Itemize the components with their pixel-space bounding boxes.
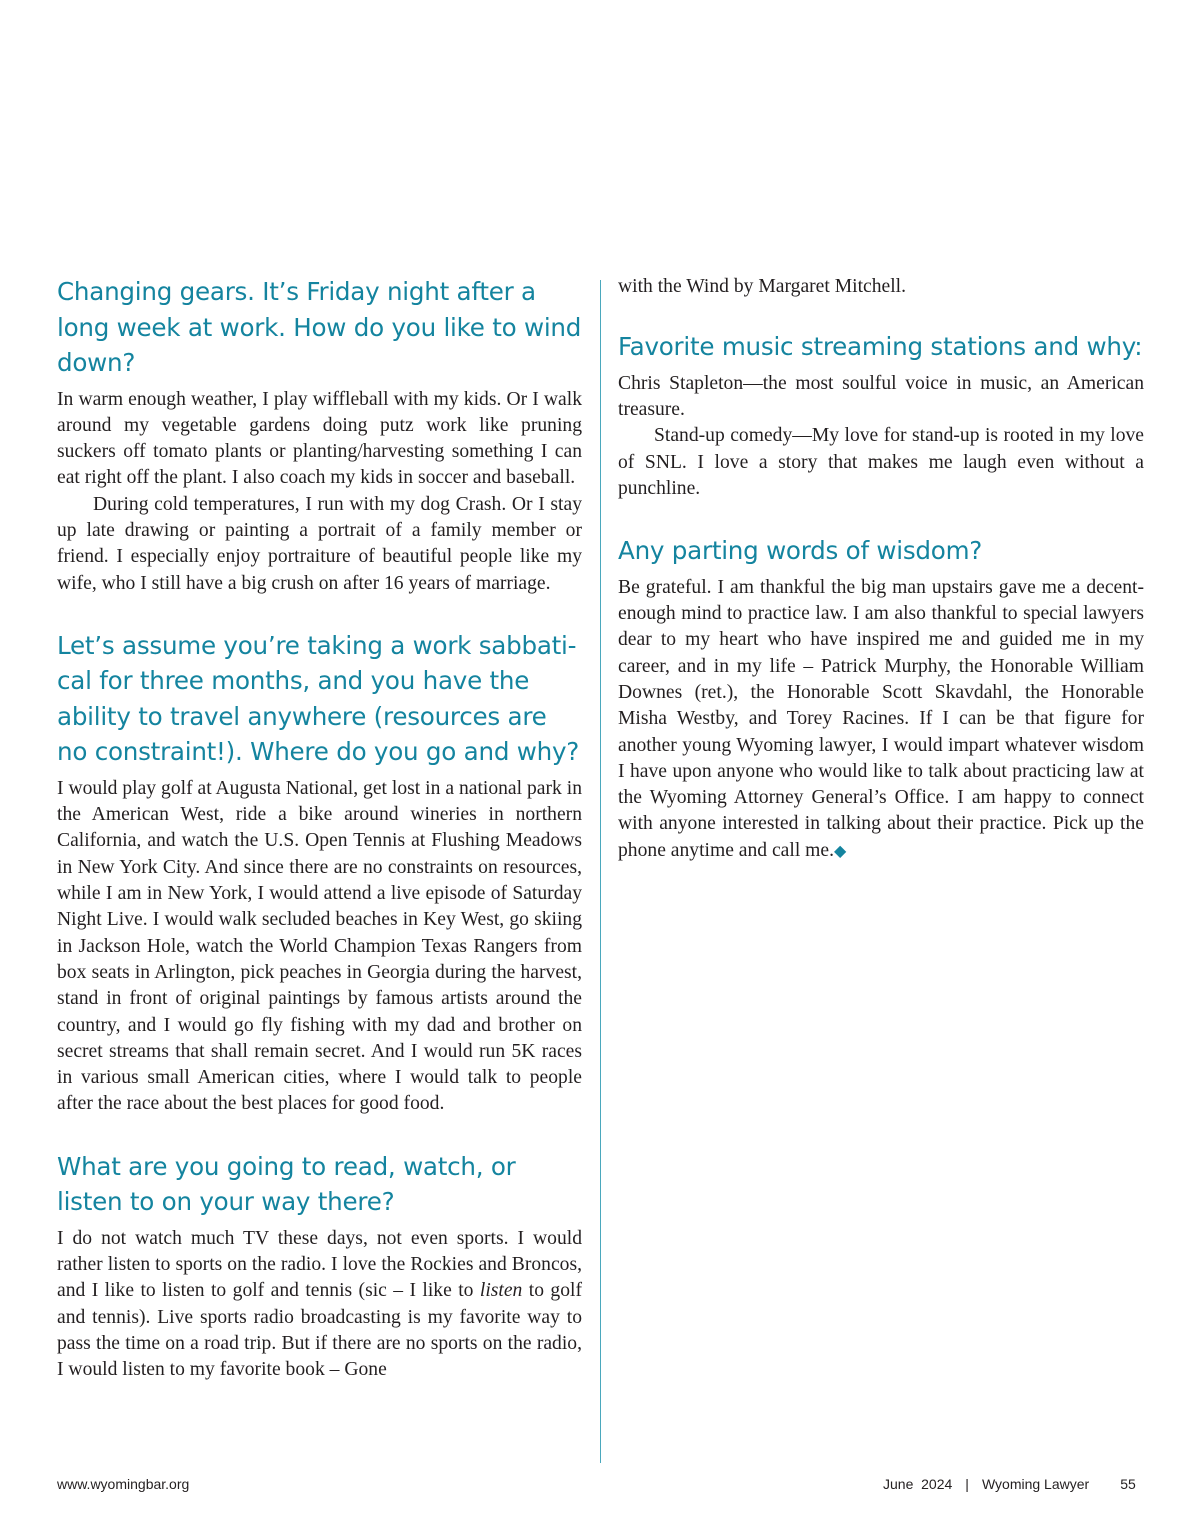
answer-continuation: with the Wind by Margaret Mitchell. [618, 276, 906, 297]
section-spacer [618, 502, 1144, 533]
answer-paragraph: Chris Stapleton—the most soulful voice in music, an American treasure. [618, 372, 1144, 421]
right-column [618, 274, 1144, 864]
question-heading-read-watch-listen: What are you going to read, watch, or listen to on your way there? [57, 1151, 516, 1217]
answer-text: I do not watch much TV these days, not even sports. I would rather listen to sports on the radio. I love the Rockies and Broncos, and I like to listen to golf and tennis (sic – I like to [57, 1227, 582, 1302]
answer-paragraph: In warm enough weather, I play wiffleball with my kids. Or I walk around my vegetable gardens doing putz work like pruning suckers off tomato plants or planting/harvesting something I can eat right off the plant. I also coach my kids in soccer and baseball. [57, 388, 582, 489]
section-spacer [618, 300, 1144, 329]
footer-publication-name: Wyoming Lawyer [981, 1476, 1090, 1492]
section-spacer [57, 597, 582, 628]
answer-paragraph [57, 1226, 582, 1384]
answer-text: to golf and tennis). Live sports radio broadcasting is my favorite way to pass the time on a road trip. But if there are no sports on the radio, I would listen to my favorite book – Gone [57, 1280, 582, 1381]
answer-text: Be grateful. I am thankful the big man upstairs gave me a decent-enough mind to practice law. I am also thankful to special lawyers dear to my heart who have inspired me and guided me in my career, and in my life – Patrick Murphy, the Honorable William Downes (ret.), the Honorable Scott Skavdahl, the Honorable Misha Westby, and Torey Racines. If I can be that figure for another young Wyoming lawyer, I would impart whatever wisdom I have upon anyone who would like to talk about practicing law at the Wyoming Attorney General’s Office. I am happy to connect with anyone interested in talking about their practice. Pick up the phone anytime and call me. [618, 576, 1144, 861]
end-mark-icon: ◆ [834, 840, 847, 860]
footer-issue-date: June 2024 [883, 1476, 953, 1492]
answer-paragraph: I would play golf at Augusta National, get lost in a national park in the American West, ride a bike around wineries in northern California, and watch the U.S. Open Tennis at Flushing Meadows in New York City. And since there are no constraints on resources, while I am in New York, I would attend a live episode of Saturday Night Live. I would walk secluded beaches in Key West, go skiing in Jackson Hole, watch the World Champion Texas Rangers from box seats in Arlington, pick peaches in Georgia during the harvest, stand in front of original paintings by famous artists around the country, and I would go fly fishing with my dad and brother on secret streams that shall remain secret. And I would run 5K races in various small American cities, where I would talk to people after the race about the best places for good food. [57, 777, 582, 1115]
question-heading-music: Favorite music streaming stations and why: [618, 332, 1143, 362]
question-heading-sabbatical: Let’s assume you’re taking a work sabbatical for three months, and you have the ability to travel anywhere (resources are no constraint!). Where do you go and why? [57, 630, 580, 767]
left-column [57, 274, 582, 1384]
question-heading-wind-down: Changing gears. It’s Friday night after a long week at work. How do you like to wind down? [57, 277, 582, 377]
answer-paragraph: During cold temperatures, I run with my dog Crash. Or I stay up late drawing or painting a portrait of a family member or friend. I especially enjoy portraiture of beautiful people like my wife, who I still have a big crush on after 16 years of marriage. [57, 493, 582, 594]
question-heading-wisdom: Any parting words of wisdom? [618, 536, 983, 566]
footer-website: www.wyomingbar.org [57, 1476, 190, 1492]
footer-separator: | [965, 1476, 969, 1492]
section-spacer [57, 1118, 582, 1149]
answer-paragraph [618, 575, 1144, 864]
footer-publication-info [883, 1476, 1136, 1492]
emphasis-text: listen [479, 1280, 523, 1302]
page-number: 55 [1120, 1476, 1136, 1492]
answer-paragraph: Stand-up comedy—My love for stand-up is rooted in my love of SNL. I love a story that makes me laugh even without a punchline. [618, 425, 1144, 499]
column-divider [600, 280, 601, 1463]
